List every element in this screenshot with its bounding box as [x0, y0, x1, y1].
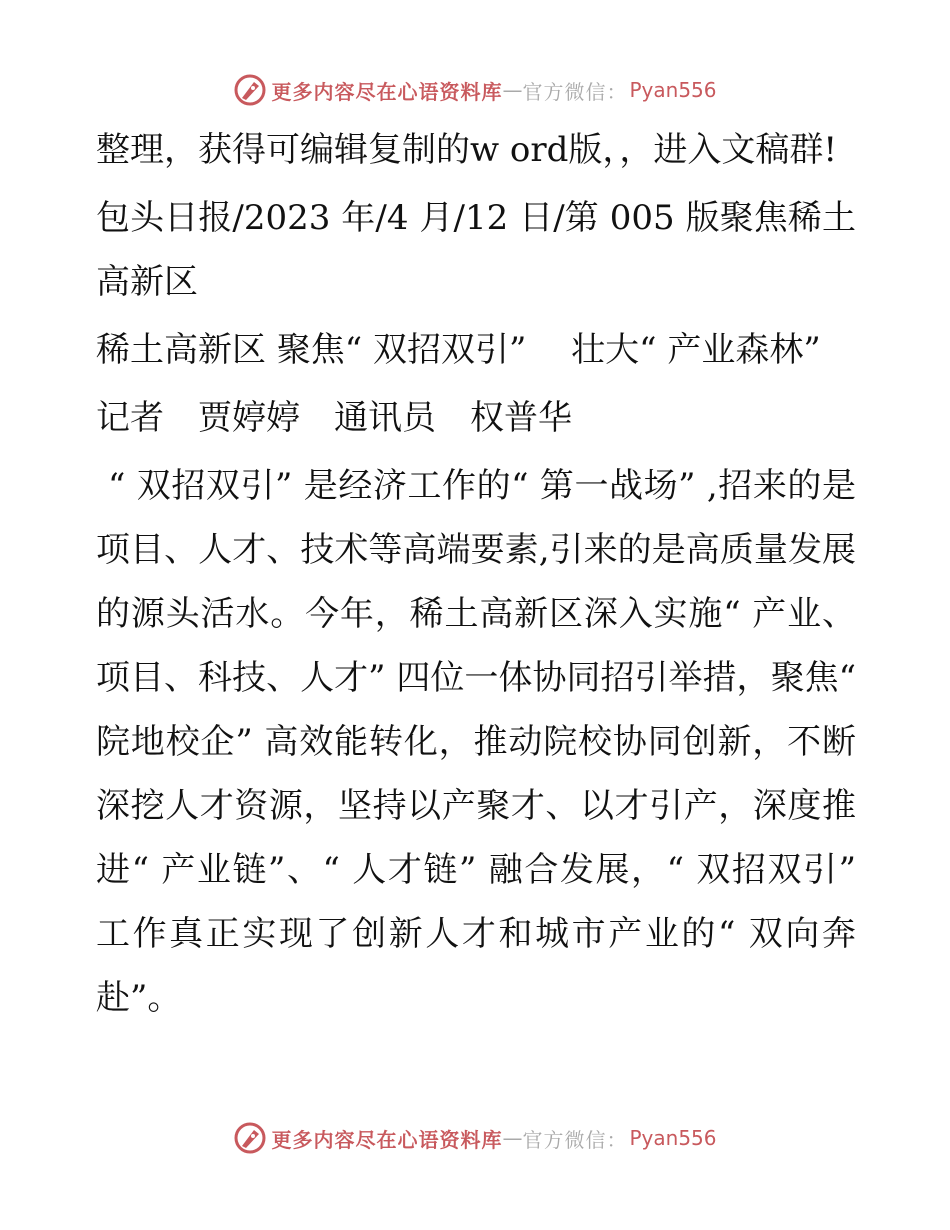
watermark-separator: —	[502, 78, 523, 102]
watermark-wechat: Pyan556	[629, 1126, 717, 1150]
watermark-wechat: Pyan556	[629, 78, 717, 102]
watermark-label: 官方微信：	[522, 79, 628, 104]
watermark-name: 更多内容尽在心语资料库	[271, 1127, 503, 1152]
article-title: 稀土高新区 聚焦“ 双招双引” 壮大“ 产业森林”	[96, 330, 821, 370]
byline: 记者 贾婷婷 通讯员 权普华	[96, 398, 572, 438]
watermark-header	[0, 70, 950, 110]
pen-nib-logo-icon	[233, 1121, 267, 1155]
watermark-label: 官方微信：	[522, 1127, 628, 1152]
body-paragraph: “ 双招双引” 是经济工作的“ 第一战场” ,招来的是项目、人才、技术等高端要素,引来的是高质量发展的源头活水。今年，稀土高新区深入实施“ 产业、项目、科技、人才” 四位一体协同招引举措，聚焦“ 院地校企” 高效能转化，推动院校协同创新，不断深挖人才资源，坚持以产聚才、以才引产，深度推进“ 产业链”、“ 人才链” 融合发展，“ 双招双引” 工作真正实现了创新人才和城市产业的“ 双向奔赴”。	[96, 466, 856, 1018]
article-body	[96, 118, 856, 1034]
watermark-name: 更多内容尽在心语资料库	[271, 79, 503, 104]
watermark-separator: —	[502, 1126, 523, 1150]
source-line: 包头日报/2023 年/4 月/12 日/第 005 版聚焦稀土高新区	[96, 198, 856, 302]
intro-line: 整理，获得可编辑复制的w ord版，，进入文稿群!	[96, 130, 838, 170]
pen-nib-logo-icon	[233, 73, 267, 107]
watermark-footer	[0, 1118, 950, 1158]
